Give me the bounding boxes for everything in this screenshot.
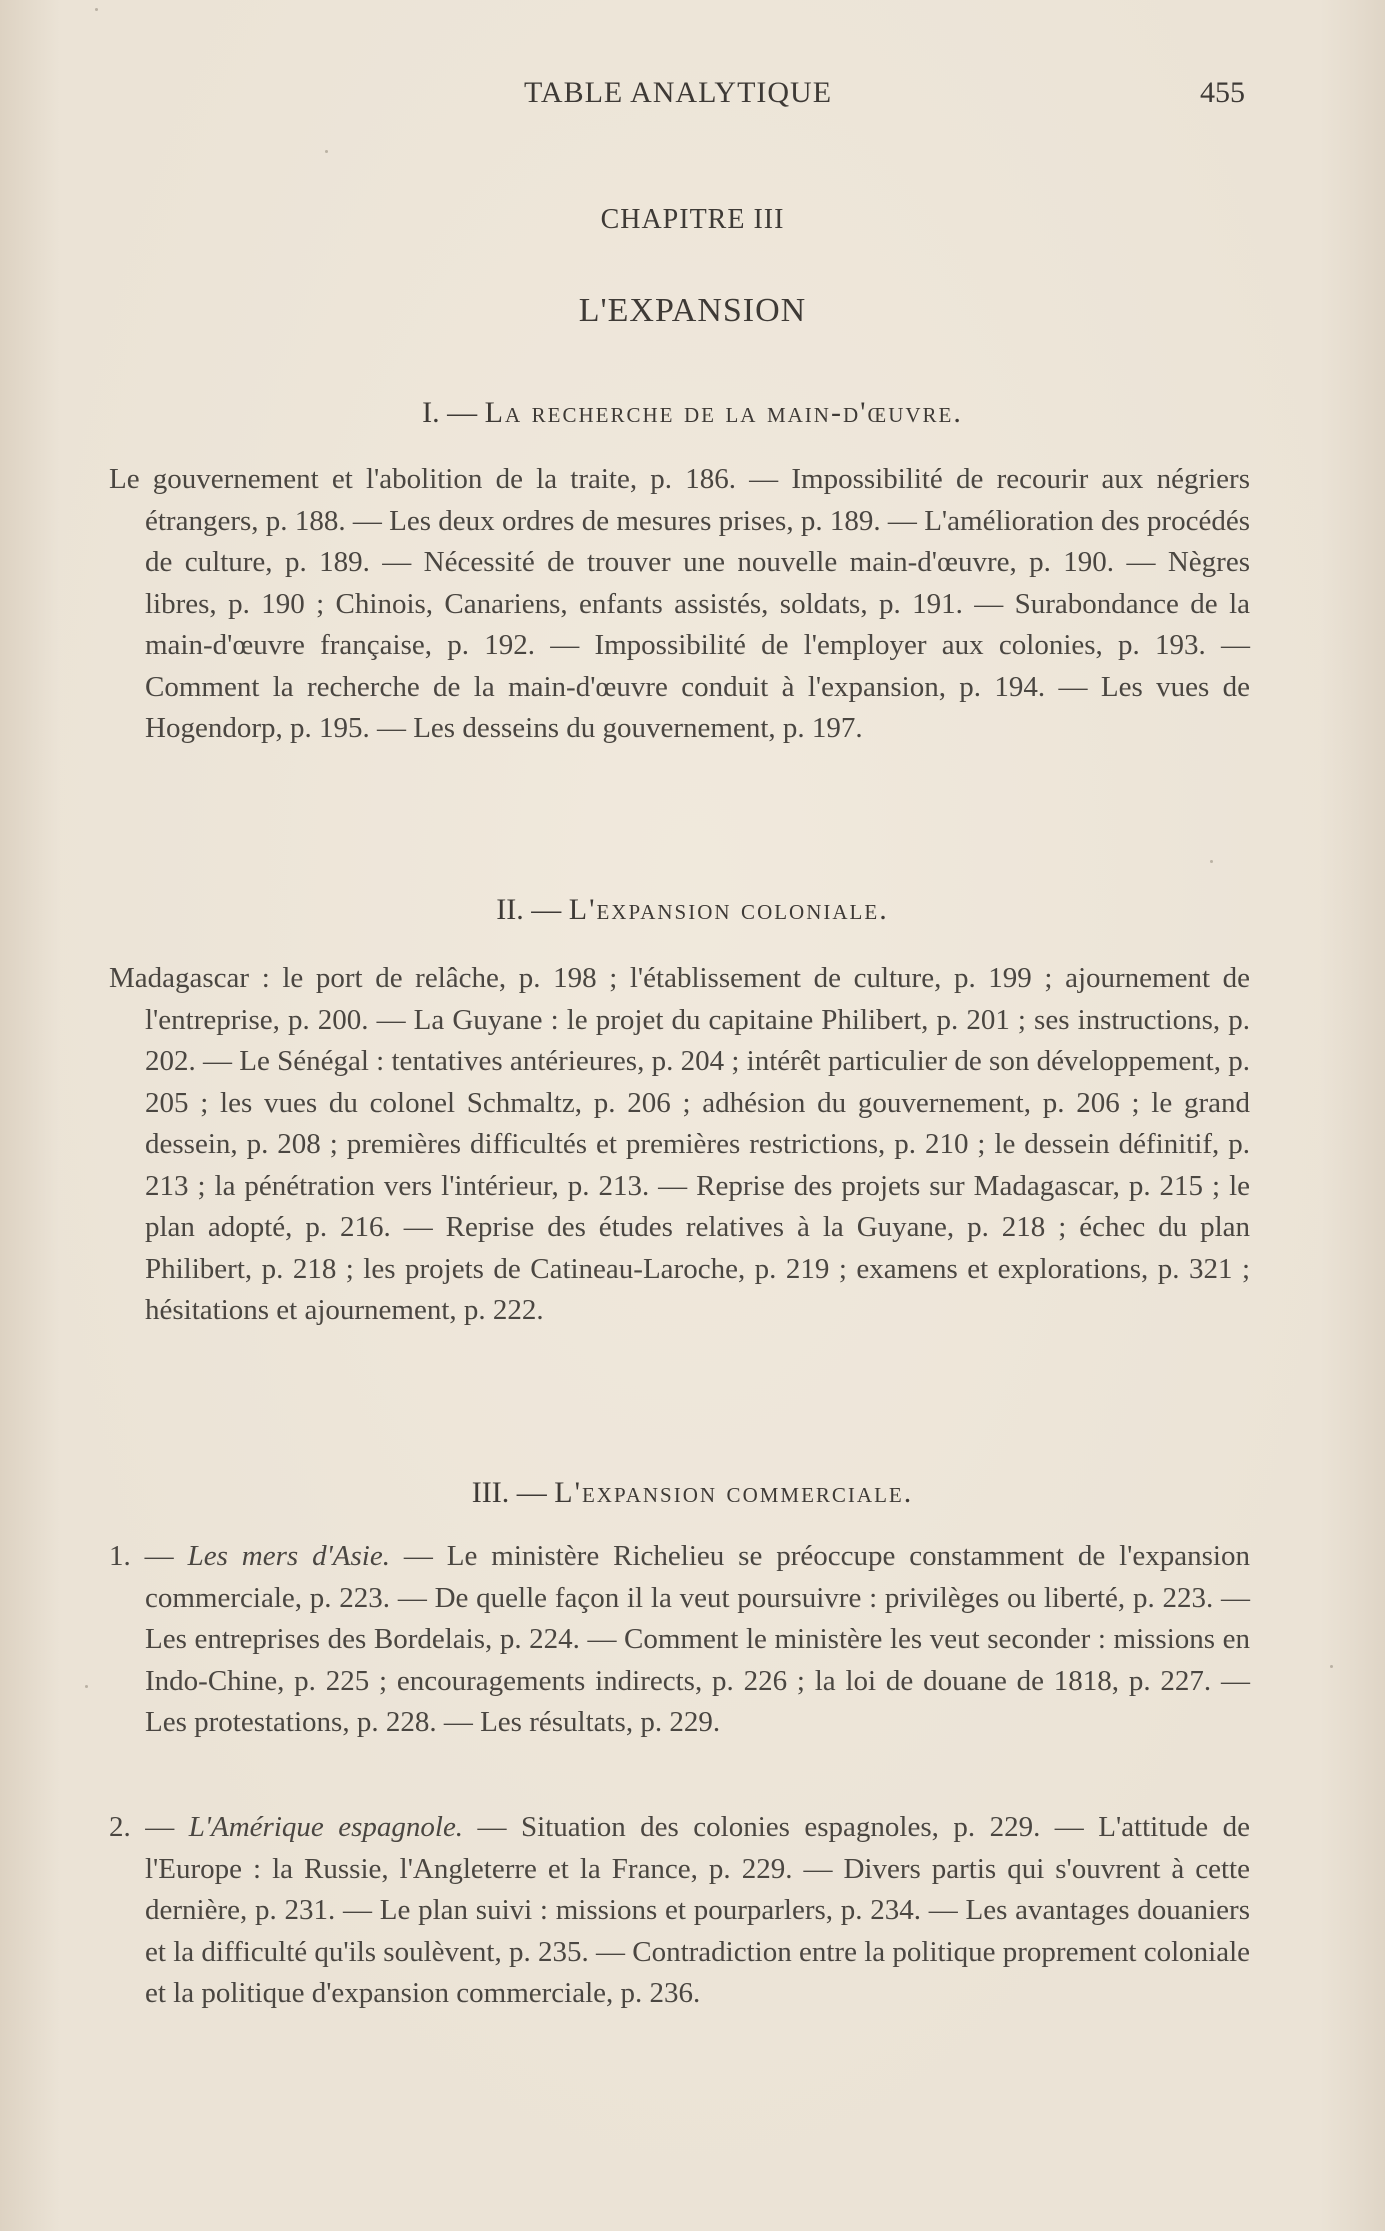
section-heading-1 bbox=[0, 396, 1385, 430]
section-numeral: I. — bbox=[422, 396, 485, 429]
paper-speck bbox=[85, 1685, 88, 1688]
running-head bbox=[0, 76, 1385, 116]
section-3-item-1 bbox=[109, 1536, 1250, 1744]
item-number: 2. — bbox=[109, 1811, 189, 1843]
item-italic-title: L'Amérique espagnole. bbox=[188, 1811, 464, 1843]
paper-speck bbox=[1330, 1665, 1333, 1668]
item-italic-title: Les mers d'Asie. bbox=[187, 1540, 390, 1572]
section-title: L'expansion commerciale. bbox=[554, 1476, 914, 1509]
paragraph-text: Le gouvernement et l'abolition de la traite, p. 186. — Impossibilité de recourir aux négriers étrangers, p. 188. — Les deux ordres de mesures prises, p. 189. — L'amélioration des procédés de culture, p. 189. — Nécessité de trouver une nouvelle main-d'œuvre, p. 190. — Nègres libres, p. 190 ; Chinois, Canariens, enfants assistés, soldats, p. 191. — Surabondance de la main-d'œuvre française, p. 192. — Impossibilité de l'employer aux colonies, p. 193. — Comment la recherche de la main-d'œuvre conduit à l'expansion, p. 194. — Les vues de Hogendorp, p. 195. — Les desseins du gouvernement, p. 197. bbox=[109, 463, 1250, 744]
section-3-item-2 bbox=[109, 1807, 1250, 2015]
section-title: L'expansion coloniale. bbox=[568, 893, 889, 926]
section-2-paragraph bbox=[109, 958, 1250, 1332]
page-number: 455 bbox=[1200, 76, 1245, 109]
item-text: — Le ministère Richelieu se préoccupe constamment de l'expansion commerciale, p. 223. — De quelle façon il la veut poursuivre : privilèges ou liberté, p. 223. — Les entreprises des Bordelais, p. 224. — Comment le ministère les veut seconder : missions en Indo-Chine, p. 225 ; encouragements indirects, p. 226 ; la loi de douane de 1818, p. 227. — Les protestations, p. 228. — Les résultats, p. 229. bbox=[145, 1540, 1250, 1738]
section-1-paragraph bbox=[109, 459, 1250, 750]
paper-speck bbox=[1210, 860, 1213, 863]
section-heading-2 bbox=[0, 893, 1385, 927]
chapter-number: CHAPITRE III bbox=[600, 204, 785, 235]
paper-speck bbox=[325, 150, 328, 153]
item-text: — Situation des colonies espagnoles, p. 229. — L'attitude de l'Europe : la Russie, l'Angleterre et la France, p. 229. — Divers partis qui s'ouvrent à cette dernière, p. 231. — Le plan suivi : missions et pourparlers, p. 234. — Les avantages douaniers et la difficulté qu'ils soulèvent, p. 235. — Contradiction entre la politique proprement coloniale et la politique d'expansion commerciale, p. 236. bbox=[145, 1811, 1250, 2009]
section-title: La recherche de la main-d'œuvre. bbox=[484, 396, 963, 429]
section-numeral: II. — bbox=[496, 893, 569, 926]
running-title: TABLE ANALYTIQUE bbox=[524, 76, 833, 109]
item-number: 1. — bbox=[109, 1540, 188, 1572]
chapter-title: L'EXPANSION bbox=[578, 292, 807, 329]
paragraph-text: Madagascar : le port de relâche, p. 198 ; l'établissement de culture, p. 199 ; ajournement de l'entreprise, p. 200. — La Guyane : le projet du capitaine Philibert, p. 201 ; ses instructions, p. 202. — Le Sénégal : tentatives antérieures, p. 204 ; intérêt particulier de son développement, p. 205 ; les vues du colonel Schmaltz, p. 206 ; adhésion du gouvernement, p. 206 ; le grand dessein, p. 208 ; premières difficultés et premières restrictions, p. 210 ; le dessein définitif, p. 213 ; la pénétration vers l'intérieur, p. 213. — Reprise des projets sur Madagascar, p. 215 ; le plan adopté, p. 216. — Reprise des études relatives à la Guyane, p. 218 ; échec du plan Philibert, p. 218 ; les projets de Catineau-Laroche, p. 219 ; examens et explorations, p. 321 ; hésitations et ajournement, p. 222. bbox=[109, 962, 1250, 1326]
section-heading-3 bbox=[0, 1476, 1385, 1510]
section-numeral: III. — bbox=[471, 1476, 555, 1509]
paper-speck bbox=[95, 8, 98, 11]
